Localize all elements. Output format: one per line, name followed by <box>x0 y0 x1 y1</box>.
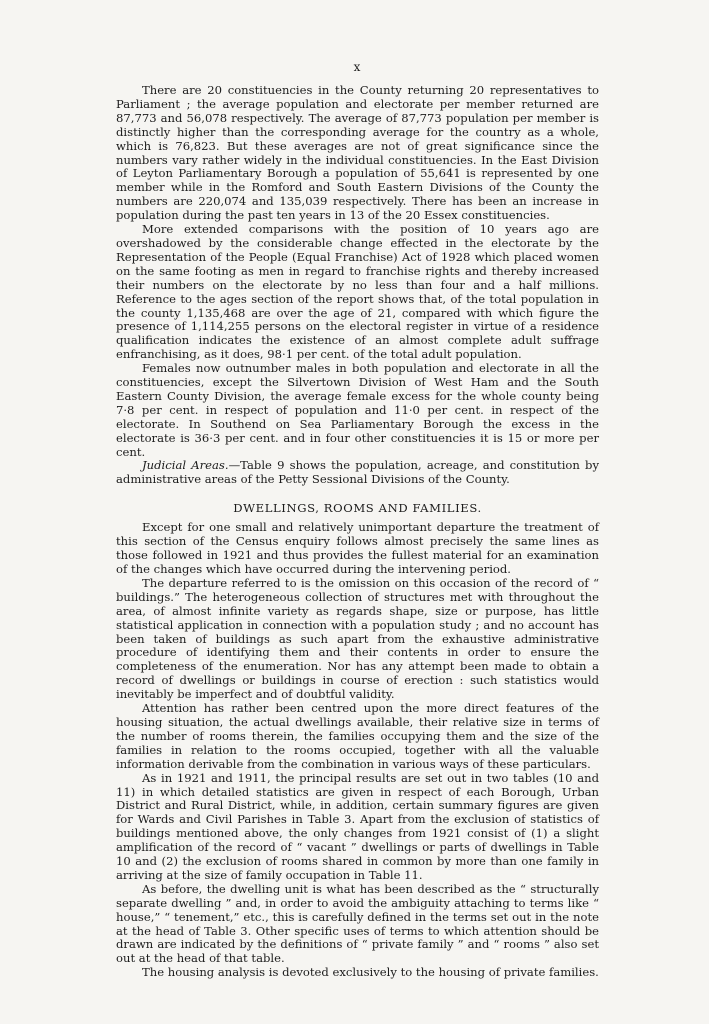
paragraph-private-families: The housing analysis is devoted exclusively to the housing of private families. <box>142 965 599 980</box>
page-number: x <box>353 60 362 74</box>
paragraph-female-excess: Females now outnumber males in both population and electorate in all the constituencies, except the Silvertown Division of West Ham and the South Eastern County Division, the average female excess for the whole county being 7·8 per cent. in respect of population and 11·0 per cent. in respect of the electorate. In Southend on Sea Parliamentary Borough the excess in the electorate is 36·3 per cent. and in four other constituencies it is 15 or more per cent. <box>116 361 599 459</box>
paragraph-treatment: Except for one small and relatively unimportant departure the treatment of this section of the Census enquiry follows almost precisely the same lines as those followed in 1921 and thus provides the fullest material for an examination of the changes which have occurred during the intervening period. <box>116 520 599 576</box>
judicial-areas-label: Judicial Areas. <box>142 458 229 473</box>
paragraph-judicial-areas <box>116 459 599 487</box>
judicial-areas-text: —Table 9 shows the population, acreage, and constitution by administrative areas of the Petty Sessional Divisions of the County. <box>116 458 600 487</box>
paragraph-housing-features: Attention has rather been centred upon the more direct features of the housing situation, the actual dwellings available, their relative size in terms of the number of rooms therein, the families occupying them and the size of the families in relation to the rooms occupied, together with all the valuable information derivable from the combination in various ways of these particulars. <box>116 701 599 771</box>
paragraph-buildings-omission: The departure referred to is the omission on this occasion of the record of “ buildings.” The heterogeneous collection of structures met with throughout the area, of almost infinite variety as regards shape, size or purpose, has little statistical application in connection with a population study ; and no account has been taken of buildings as such apart from the exhaustive administrative procedure of identifying them and their contents in order to ensure the completeness of the enumeration. Nor has any attempt been made to obtain a record of dwellings or buildings in course of erection : such statistics would inevitably be imperfect and of doubtful validity. <box>116 575 599 702</box>
paragraph-dwelling-unit: As before, the dwelling unit is what has been described as the “ structurally separate dwelling ” and, in order to avoid the ambiguity attaching to terms like “ house,” “ tenement,” etc., this is carefully defined in the terms set out in the note at the head of Table 3. Other specific uses of terms to which attention should be drawn are indicated by the definitions of “ private family ” and “ rooms ” also set out at the head of that table. <box>116 881 599 966</box>
paragraph-principal-results: As in 1921 and 1911, the principal results are set out in two tables (10 and 11) in which detailed statistics are given in respect of each Borough, Urban District and Rural District, while, in addition, certain summary figures are given for Wards and Civil Parishes in Table 3. Apart from the exclusion of statistics of buildings mentioned above, the only changes from 1921 consist of (1) a slight amplification of the record of “ vacant ” dwellings or parts of dwellings in Table 10 and (2) the exclusion of rooms shared in common by more than one family in arriving at the size of family occupation in Table 11. <box>116 770 599 882</box>
section-heading: DWELLINGS, ROOMS AND FAMILIES. <box>233 501 482 516</box>
paragraph-constituencies: There are 20 constituencies in the County returning 20 representatives to Parliament ; the average population and electorate per member returned are 87,773 and 56,078 respectively. The average of 87,773 population per member is distinctly higher than the corresponding average for the country as a whole, which is 76,823. But these averages are not of great significance since the numbers vary rather widely in the individual constituencies. In the East Division of Leyton Parliamentary Borough a population of 55,641 is represented by one member while in the Romford and South Eastern Divisions of the County the numbers are 220,074 and 135,039 respectively. There has been an increase in population during the past ten years in 13 of the 20 Essex constituencies. <box>116 83 599 223</box>
paragraph-electorate-comparison: More extended comparisons with the position of 10 years ago are overshadowed by the considerable change effected in the electorate by the Representation of the People (Equal Franchise) Act of 1928 which placed women on the same footing as men in regard to franchise rights and thereby increased their numbers on the electorate by no less than four and a half millions. Reference to the ages section of the report shows that, of the total population in the county 1,135,468 are over the age of 21, compared with which figure the presence of 1,114,255 persons on the electoral register in virtue of a residence qualification indicates the existence of an almost complete adult suffrage enfranchising, as it does, 98·1 per cent. of the total adult population. <box>116 222 599 362</box>
